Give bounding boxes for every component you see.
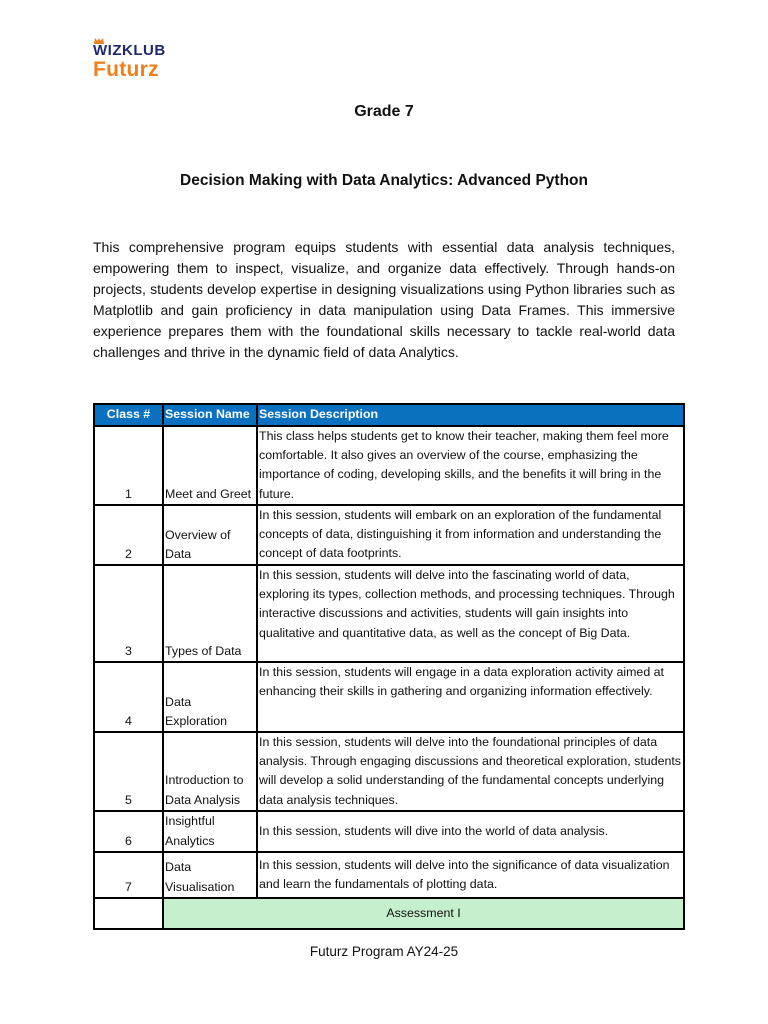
table-row	[94, 852, 684, 898]
assessment-label: Assessment I	[163, 898, 684, 929]
page-footer: Futurz Program AY24-25	[309, 944, 459, 959]
header-class-number: Class #	[94, 404, 163, 426]
table-row	[94, 662, 684, 732]
empty-cell	[94, 898, 163, 929]
session-name: Meet and Greet	[163, 426, 257, 505]
course-title: Decision Making with Data Analytics: Advanced Python	[180, 172, 588, 189]
table-header-row	[94, 404, 684, 426]
session-description: In this session, students will engage in a data exploration activity aimed at enhancing their skills in gathering and organizing information effectively.	[257, 662, 684, 732]
logo-futurz: Futurz	[93, 58, 159, 81]
session-name: Types of Data	[163, 565, 257, 662]
intro-paragraph: This comprehensive program equips students with essential data analysis techniques, empowering them to inspect, visualize, and organize data effectively. Through hands-on projects, students develop expertise in designing visualizations using Python libraries such as Matplotlib and gain proficiency in data manipulation using Data Frames. This immersive experience prepares them with the foundational skills necessary to tackle real-world data challenges and thrive in the dynamic field of data Analytics.	[93, 239, 675, 360]
session-name: Insightful Analytics	[163, 811, 257, 852]
table-row	[94, 565, 684, 662]
class-number: 4	[94, 662, 163, 732]
session-description: In this session, students will delve into the significance of data visualization and learn the fundamentals of plotting data.	[257, 852, 684, 898]
session-name: Overview of Data	[163, 505, 257, 565]
grade-heading: Grade 7	[354, 103, 414, 120]
session-name: Data Visualisation	[163, 852, 257, 898]
class-number: 5	[94, 732, 163, 811]
header-session-description: Session Description	[257, 404, 684, 426]
session-name: Data Exploration	[163, 662, 257, 732]
assessment-row	[94, 898, 684, 929]
session-description: This class helps students get to know their teacher, making them feel more comfortable. It also gives an overview of the course, emphasizing the importance of coding, developing skills, and the benefits it will bring in the future.	[257, 426, 684, 505]
table-row	[94, 426, 684, 505]
wizklub-futurz-logo	[93, 42, 183, 88]
class-number: 7	[94, 852, 163, 898]
session-description: In this session, students will dive into the world of data analysis.	[257, 811, 684, 852]
class-number: 6	[94, 811, 163, 852]
session-name: Introduction to Data Analysis	[163, 732, 257, 811]
table-row	[94, 505, 684, 565]
class-number: 1	[94, 426, 163, 505]
class-number: 2	[94, 505, 163, 565]
header-session-name: Session Name	[163, 404, 257, 426]
session-description: In this session, students will embark on an exploration of the fundamental concepts of data, distinguishing it from information and understanding the concept of data footprints.	[257, 505, 684, 565]
session-description: In this session, students will delve into the fascinating world of data, exploring its types, collection methods, and processing techniques. Through interactive discussions and activities, students will gain insights into qualitative and quantitative data, as well as the concept of Big Data.	[257, 565, 684, 662]
session-description: In this session, students will delve into the foundational principles of data analysis. Through engaging discussions and theoretical exploration, students will develop a solid understanding of the fundamental concepts underlying data analysis techniques.	[257, 732, 684, 811]
class-number: 3	[94, 565, 163, 662]
logo-wizklub: WIZKLUB	[93, 42, 166, 59]
session-table	[93, 403, 685, 930]
table-row	[94, 732, 684, 811]
table-row	[94, 811, 684, 852]
